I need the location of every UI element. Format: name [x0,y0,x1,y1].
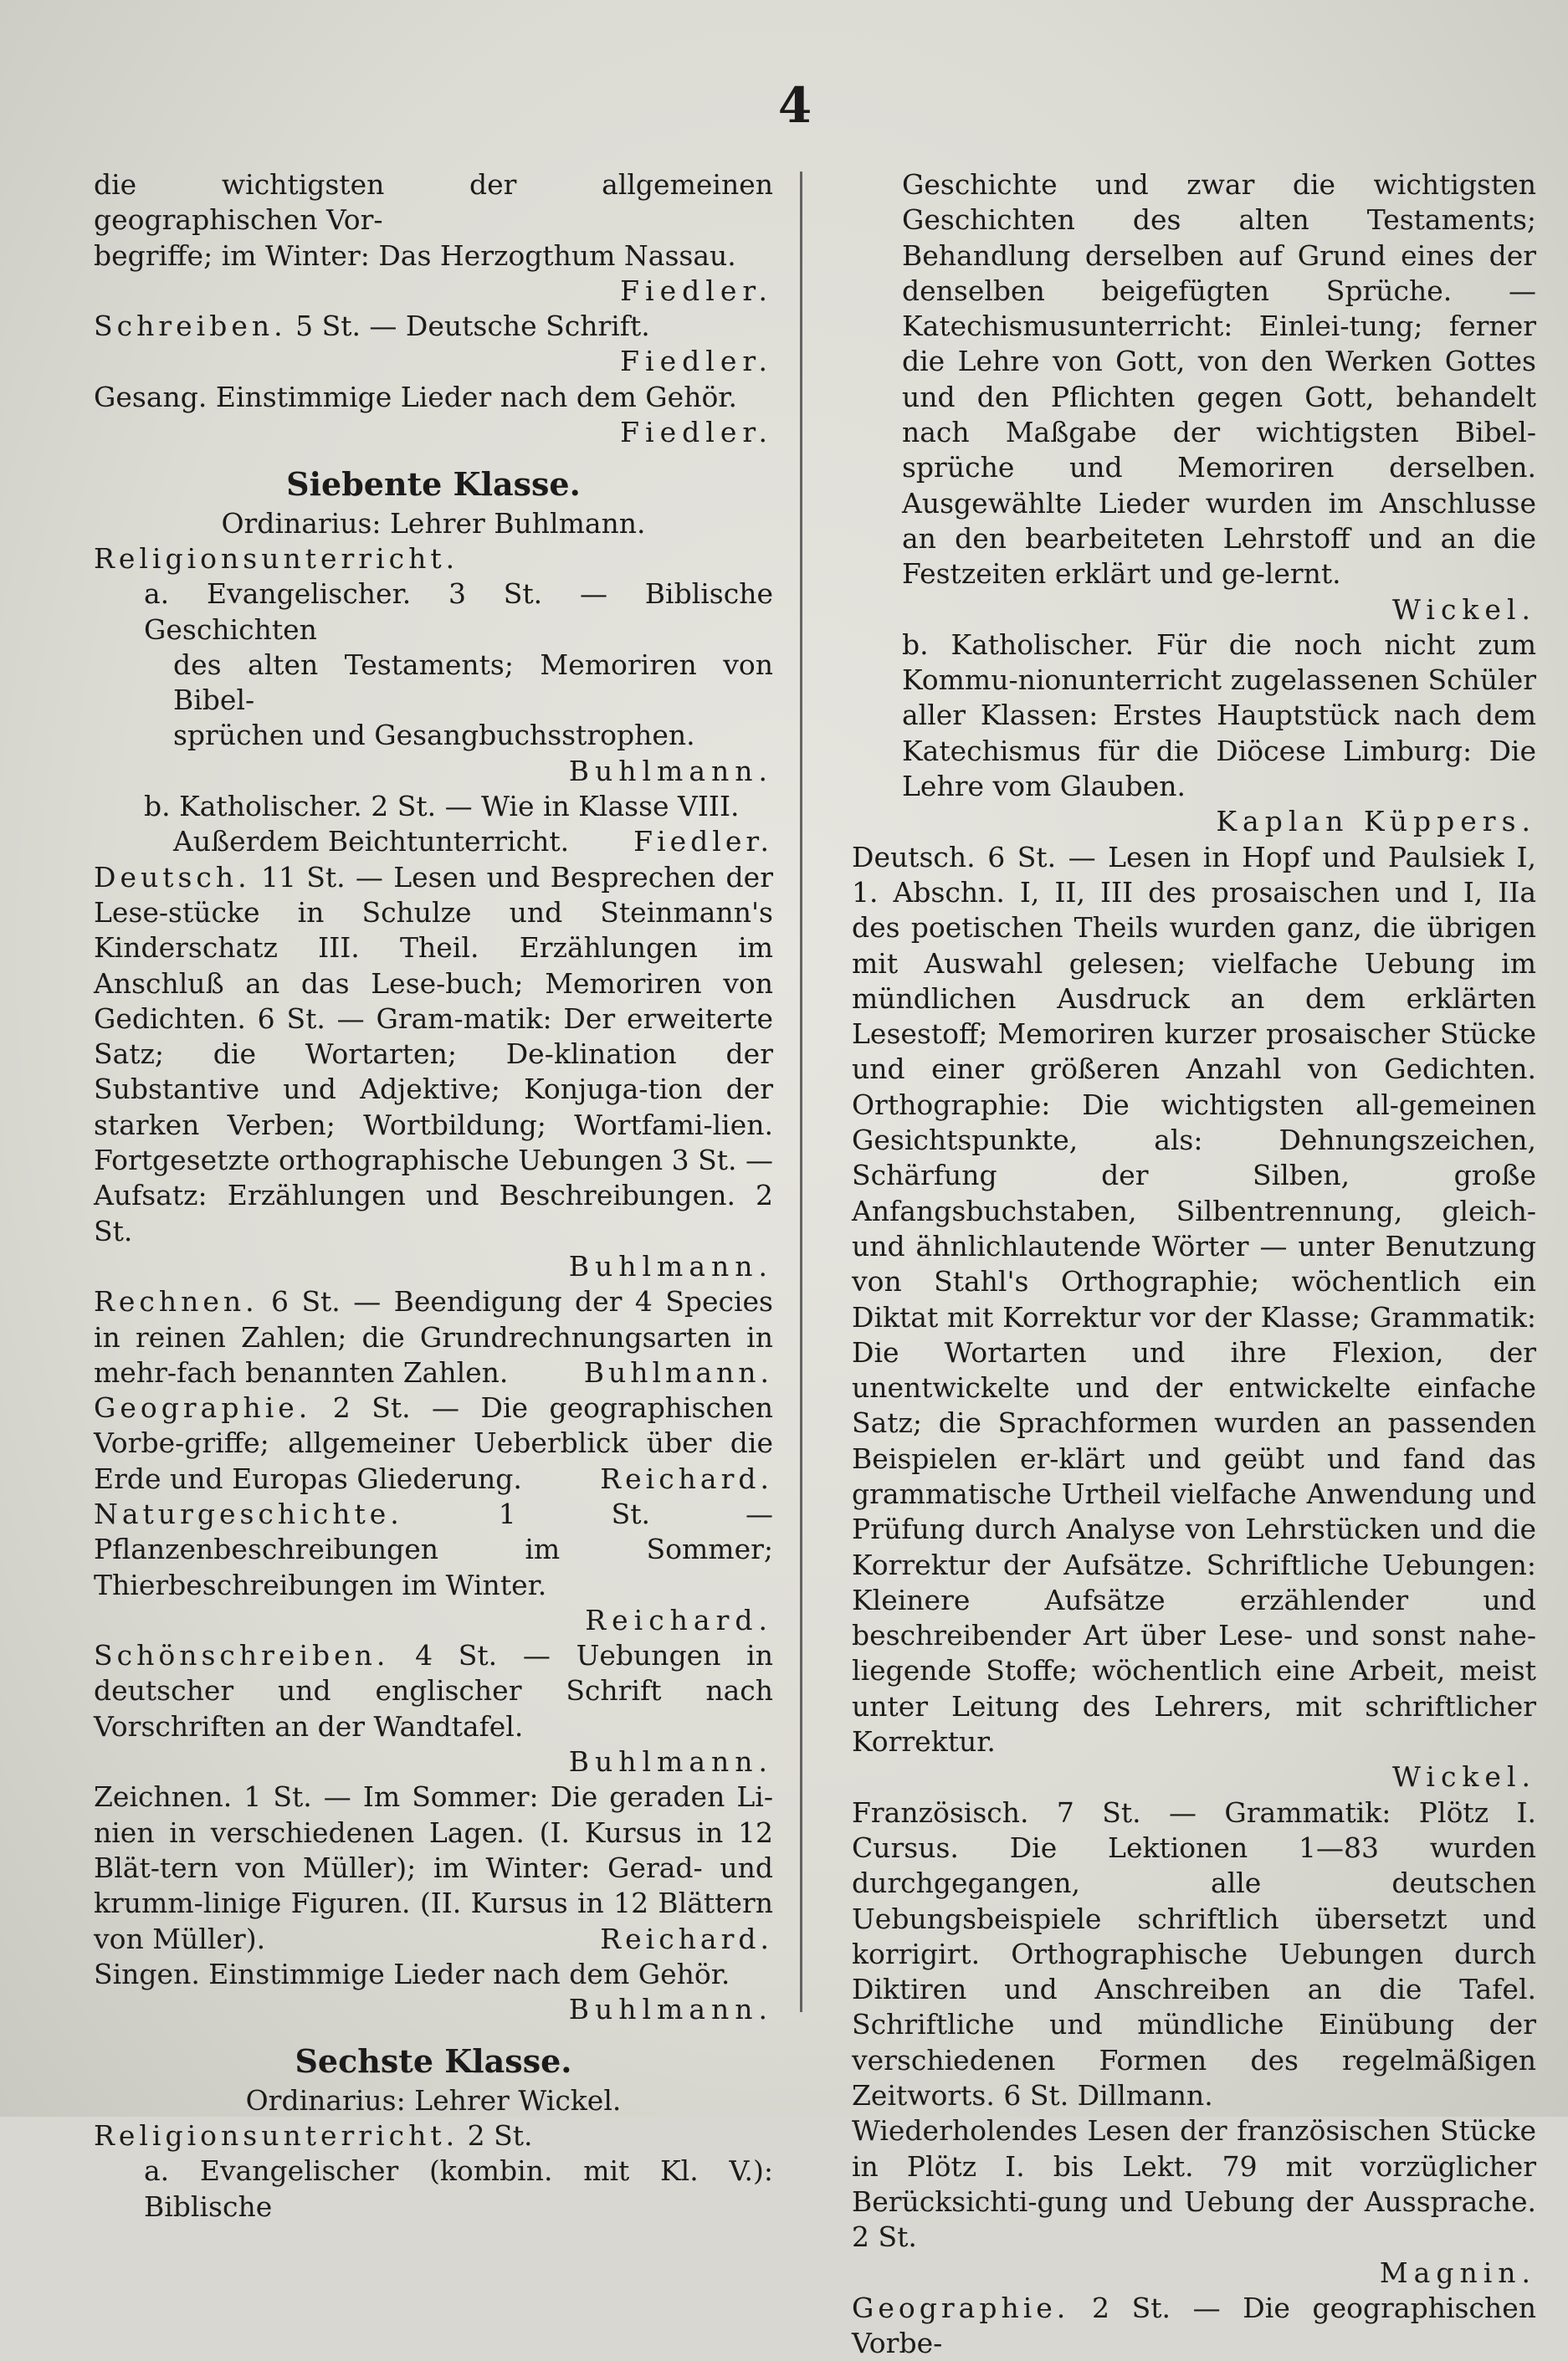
signature: Buhlmann. [568,1745,773,1779]
section-zeichnen [94,1780,773,1956]
subject-label: Französisch. [852,1795,1029,1829]
section-religion6 [94,2118,773,2154]
signature: Wickel. [1392,1760,1536,1794]
signature: Reichard. [585,1603,773,1636]
section-singen [94,1957,773,1992]
section-schoenschreiben [94,1638,773,1744]
subject-label: Deutsch. [852,840,976,873]
subject-label: Religionsunterricht. [94,541,459,575]
section-deutsch [94,860,773,1249]
section-deutsch [852,840,1536,1760]
rel-b-line-1: b. Katholischer. 2 St. — Wie in Klasse VIII. [144,790,740,823]
section-text: 2 St. — Die geographischen Vorbe- [852,2291,1536,2360]
signature: Buhlmann. [583,1355,773,1389]
subject-label: Geographie. [94,1391,312,1425]
subject-label: Rechnen. [94,1285,259,1319]
continued-text: Geschichte und zwar die wichtigsten Geschichten des alten Testaments; Behandlung derselben auf Grund eines der denselben beigefügten Sprüche. — Katechismusunterricht: Einlei-tung; ferner die Lehre von Gott, von den Werken Gottes und den Pflichten gegen Gott, behandelt nach Maßgabe der wichtigsten Bibel-sprüche und Memoriren derselben. Ausgewählte Lieder wurden im Anschlusse an den bearbeiteten Lehrstoff und an die Festzeiten erklärt und ge-lernt. [902,168,1536,591]
subject-label: Zeichnen. [94,1780,233,1814]
ordinarius: Ordinarius: Lehrer Wickel. [245,2083,622,2117]
signature: Buhlmann. [568,1249,773,1283]
rel6-a-line: a. Evangelischer (kombin. mit Kl. V.): Biblische [144,2154,773,2223]
section-text: 5 St. — Deutsche Schrift. [286,310,650,343]
section-schreiben [94,309,773,344]
subject-label: Schönschreiben. [94,1639,390,1672]
signature: Fiedler. [633,825,773,858]
page-number: 4 [777,77,812,134]
subject-label: Geographie. [852,2291,1070,2324]
intro-line-1: die wichtigsten der allgemeinen geographischen Vor- [94,168,773,237]
left-column [94,167,773,2225]
section-text: 1 St. — Pflanzenbeschreibungen im Sommer; Thierbeschreibungen im Winter. [94,1497,773,1601]
kath-text: b. Katholischer. Für die noch nicht zum Kommu-nionunterricht zugelassenen Schüler aller Klassen: Erstes Hauptstück nach dem Katechismus für die Diöcese Limburg: Die Lehre vom Glauben. [902,627,1536,803]
section-text: 4 St. — Uebungen in deutscher und englischer Schrift nach Vorschriften an der Wandtafel. [94,1639,773,1743]
heading-sechste-klasse: Sechste Klasse. [295,2042,572,2081]
section-text: 6 St. — Lesen in Hopf und Paulsiek I, 1. Abschn. I, II, III des prosaischen und I, IIa des poetischen Theils wurden ganz, die übrigen mit Auswahl gelesen; vielfache Uebung im mündlichen Ausdruck an dem erklärten Lesestoff; Memoriren kurzer prosaischer Stücke und einer größeren Anzahl von Gedichten. Orthographie: Die wichtigsten all-gemeinen Gesichtspunkte, als: Dehnungszeichen, Schärfung der Silben, große Anfangsbuchstaben, Silbentrennung, gleich- und ähnlichlautende Wörter — unter Benutzung von Stahl's Orthographie; wöchentlich ein Diktat mit Korrektur vor der Klasse; Grammatik: Die Wortarten und ihre Flexion, der unentwickelte und der entwickelte einfache Satz; die Sprachformen wurden an passenden Beispielen er-klärt und geübt und fand das grammatische Urtheil vielfache Anwendung und Prüfung durch Analyse von Lehrstücken und die Korrektur der Aufsätze. Schriftliche Uebungen: Kleinere Aufsätze erzählender und beschreibender Art über Lese- und sonst nahe-liegende Stoffe; wöchentlich eine Arbeit, meist unter Leitung des Lehrers, mit schriftlicher Korrektur. [852,840,1536,1759]
subject-label: Gesang. [94,380,208,413]
rel-a-line-1: a. Evangelischer. 3 St. — Biblische Geschichten [144,577,773,646]
section-text: Einstimmige Lieder nach dem Gehör. [199,1957,730,1990]
section-text: 2 St. [459,2119,533,2153]
signature: Reichard. [600,1462,773,1495]
signature: Buhlmann. [568,1993,773,2026]
heading-siebente-klasse: Siebente Klasse. [286,465,581,504]
section-geographie [852,2291,1536,2361]
section-text: 6 St. — Beendigung der 4 Species in reinen Zahlen; die Grundrechnungsarten in mehr-fach benannten Zahlen. [94,1285,773,1389]
ordinarius: Ordinarius: Lehrer Buhlmann. [221,506,646,540]
section-franzoesisch [852,1795,1536,2114]
section-geographie [94,1390,773,1497]
signature: Buhlmann. [568,754,773,787]
section-text: 2 St. — Die geographischen Vorbe-griffe; allgemeiner Ueberblick über die Erde und Europas Gliederung. [94,1391,773,1495]
signature: Fiedler. [620,416,773,449]
subject-label: Religionsunterricht. [94,2119,459,2153]
intro-line-2: begriffe; im Winter: Das Herzogthum Nassau. [94,238,736,272]
rel-b-line-2 [94,824,773,859]
rel-b-text: Außerdem Beichtunterricht. [173,825,570,858]
column-divider [800,172,802,2012]
subject-religion [94,541,773,576]
rel-a-line-3: sprüchen und Gesangbuchsstrophen. [173,719,695,752]
subject-label: Deutsch. [94,860,251,894]
signature: Magnin. [1379,2256,1536,2289]
signature: Wickel. [1392,592,1536,626]
franz-text-2: Wiederholendes Lesen der französischen Stücke in Plötz I. bis Lekt. 79 mit vorzüglicher Berücksichti-gung und Uebung der Aussprache. 2 St. [852,2114,1536,2254]
section-rechnen [94,1284,773,1390]
section-text: Einstimmige Lieder nach dem Gehör. [207,380,737,413]
signature: Kaplan Küppers. [1216,805,1536,838]
signature: Reichard. [600,1922,773,1955]
rel-a-line-2: des alten Testaments; Memoriren von Bibel- [173,648,773,717]
section-text: 1 St. — Im Sommer: Die geraden Li-nien in verschiedenen Lagen. (I. Kursus in 12 Blät-tern von Müller); im Winter: Gerad- und krumm-linige Figuren. (II. Kursus in 12 Blättern von Müller). [94,1780,773,1955]
right-column [852,167,1536,2361]
section-naturgeschichte [94,1497,773,1603]
signature: Fiedler. [620,345,773,378]
section-text: 7 St. — Grammatik: Plötz I. Cursus. Die Lektionen 1—83 wurden durchgegangen, alle deutschen Uebungsbeispiele schriftlich übersetzt und korrigirt. Orthographische Uebungen durch Diktiren und Anschreiben an die Tafel. Schriftliche und mündliche Einübung der verschiedenen Formen des regelmäßigen Zeitworts. 6 St. Dillmann. [852,1795,1536,2113]
section-gesang [94,380,773,415]
signature: Fiedler. [620,274,773,307]
subject-label: Schreiben. [94,310,287,343]
subject-label: Naturgeschichte. [94,1497,403,1530]
subject-label: Singen. [94,1957,200,1990]
section-text: 11 St. — Lesen und Besprechen der Lese-stücke in Schulze und Steinmann's Kinderschatz III. Theil. Erzählungen im Anschluß an das Lese-buch; Memoriren von Gedichten. 6 St. — Gram-matik: Der erweiterte Satz; die Wortarten; De-klination der Substantive und Adjektive; Konjuga-tion der starken Verben; Wortbildung; Wortfami-lien. Fortgesetzte orthographische Uebungen 3 St. —Aufsatz: Erzählungen und Beschreibungen. 2 St. [94,860,773,1247]
